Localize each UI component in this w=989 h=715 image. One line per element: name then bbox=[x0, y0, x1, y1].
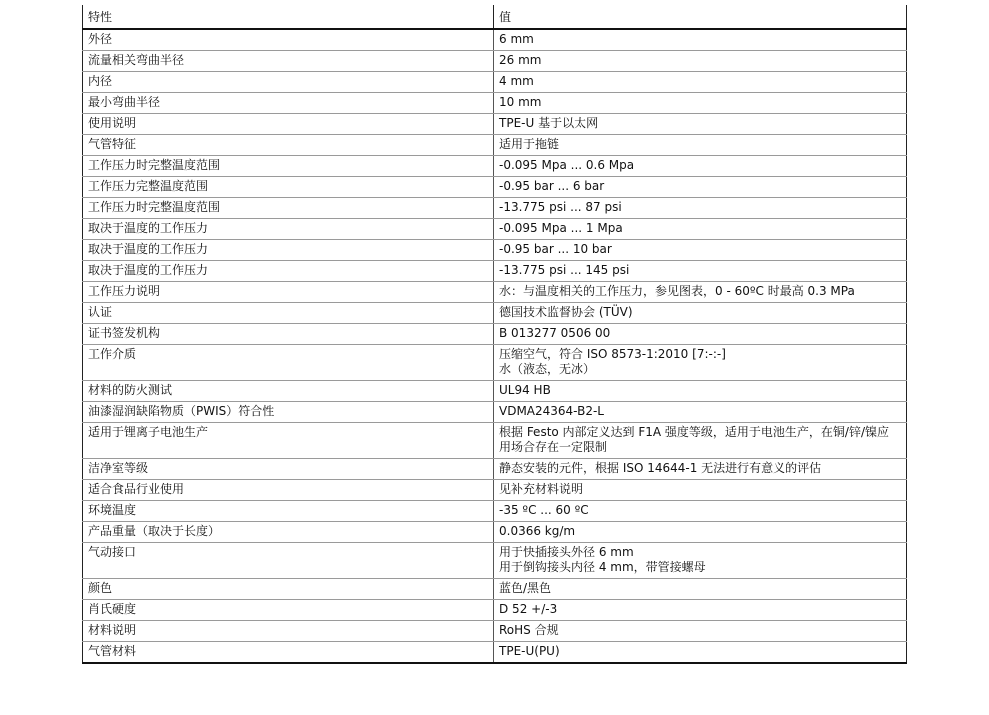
header-property: 特性 bbox=[83, 5, 494, 29]
property-cell: 气管材料 bbox=[83, 642, 494, 664]
table-row bbox=[83, 51, 907, 72]
value-cell: 10 mm bbox=[494, 93, 907, 114]
value-cell: 26 mm bbox=[494, 51, 907, 72]
value-cell: B 013277 0506 00 bbox=[494, 324, 907, 345]
value-cell: VDMA24364-B2-L bbox=[494, 402, 907, 423]
value-cell: 水：与温度相关的工作压力，参见图表，0 - 60ºC 时最高 0.3 MPa bbox=[494, 282, 907, 303]
table-row bbox=[83, 282, 907, 303]
table-row bbox=[83, 543, 907, 579]
property-cell: 取决于温度的工作压力 bbox=[83, 219, 494, 240]
value-cell: 压缩空气，符合 ISO 8573-1:2010 [7:-:-] 水（液态，无冰） bbox=[494, 345, 907, 381]
property-cell: 工作压力时完整温度范围 bbox=[83, 156, 494, 177]
property-cell: 取决于温度的工作压力 bbox=[83, 261, 494, 282]
property-cell: 产品重量（取决于长度） bbox=[83, 522, 494, 543]
value-cell: 静态安装的元件，根据 ISO 14644-1 无法进行有意义的评估 bbox=[494, 459, 907, 480]
property-cell: 洁净室等级 bbox=[83, 459, 494, 480]
table-row bbox=[83, 198, 907, 219]
table-row bbox=[83, 522, 907, 543]
property-cell: 材料的防火测试 bbox=[83, 381, 494, 402]
table-row bbox=[83, 459, 907, 480]
table-row bbox=[83, 240, 907, 261]
property-cell: 工作压力时完整温度范围 bbox=[83, 198, 494, 219]
table-row bbox=[83, 381, 907, 402]
property-cell: 适用于锂离子电池生产 bbox=[83, 423, 494, 459]
table-row bbox=[83, 303, 907, 324]
value-cell: -0.95 bar ... 6 bar bbox=[494, 177, 907, 198]
value-cell: -0.95 bar ... 10 bar bbox=[494, 240, 907, 261]
table-row bbox=[83, 29, 907, 51]
value-cell: -13.775 psi ... 87 psi bbox=[494, 198, 907, 219]
table-row bbox=[83, 93, 907, 114]
table-row bbox=[83, 480, 907, 501]
value-cell: 0.0366 kg/m bbox=[494, 522, 907, 543]
property-cell: 最小弯曲半径 bbox=[83, 93, 494, 114]
table-row bbox=[83, 324, 907, 345]
table-row bbox=[83, 501, 907, 522]
table-row bbox=[83, 402, 907, 423]
value-cell: -13.775 psi ... 145 psi bbox=[494, 261, 907, 282]
table-row bbox=[83, 135, 907, 156]
table-row bbox=[83, 114, 907, 135]
property-cell: 工作压力说明 bbox=[83, 282, 494, 303]
table-row bbox=[83, 261, 907, 282]
property-cell: 使用说明 bbox=[83, 114, 494, 135]
property-cell: 气管特征 bbox=[83, 135, 494, 156]
table-row bbox=[83, 600, 907, 621]
value-cell: TPE-U(PU) bbox=[494, 642, 907, 664]
table-row bbox=[83, 345, 907, 381]
property-cell: 颜色 bbox=[83, 579, 494, 600]
value-cell: 6 mm bbox=[494, 29, 907, 51]
table-row bbox=[83, 579, 907, 600]
value-cell: 见补充材料说明 bbox=[494, 480, 907, 501]
property-cell: 肖氏硬度 bbox=[83, 600, 494, 621]
table-row bbox=[83, 156, 907, 177]
table-row bbox=[83, 72, 907, 93]
value-cell: -0.095 Mpa ... 0.6 Mpa bbox=[494, 156, 907, 177]
value-cell: 蓝色/黑色 bbox=[494, 579, 907, 600]
value-cell: -0.095 Mpa ... 1 Mpa bbox=[494, 219, 907, 240]
property-cell: 环境温度 bbox=[83, 501, 494, 522]
value-cell: 根据 Festo 内部定义达到 F1A 强度等级，适用于电池生产，在铜/锌/镍应用场合存在一定限制 bbox=[494, 423, 907, 459]
header-value: 值 bbox=[494, 5, 907, 29]
table-header-row bbox=[83, 5, 907, 29]
table-row bbox=[83, 177, 907, 198]
table-row bbox=[83, 621, 907, 642]
value-cell: -35 ºC ... 60 ºC bbox=[494, 501, 907, 522]
value-cell: 4 mm bbox=[494, 72, 907, 93]
property-cell: 内径 bbox=[83, 72, 494, 93]
property-cell: 适合食品行业使用 bbox=[83, 480, 494, 501]
value-cell: RoHS 合规 bbox=[494, 621, 907, 642]
table-row bbox=[83, 642, 907, 664]
property-cell: 认证 bbox=[83, 303, 494, 324]
table-body bbox=[83, 29, 907, 663]
value-cell: 德国技术监督协会 (TÜV) bbox=[494, 303, 907, 324]
table-row bbox=[83, 423, 907, 459]
property-cell: 材料说明 bbox=[83, 621, 494, 642]
property-cell: 外径 bbox=[83, 29, 494, 51]
spec-table bbox=[82, 5, 907, 664]
property-cell: 工作介质 bbox=[83, 345, 494, 381]
value-cell: TPE-U 基于以太网 bbox=[494, 114, 907, 135]
property-cell: 流量相关弯曲半径 bbox=[83, 51, 494, 72]
property-cell: 油漆湿润缺陷物质（PWIS）符合性 bbox=[83, 402, 494, 423]
value-cell: 用于快插接头外径 6 mm 用于倒钩接头内径 4 mm，带管接螺母 bbox=[494, 543, 907, 579]
property-cell: 取决于温度的工作压力 bbox=[83, 240, 494, 261]
property-cell: 证书签发机构 bbox=[83, 324, 494, 345]
value-cell: 适用于拖链 bbox=[494, 135, 907, 156]
property-cell: 气动接口 bbox=[83, 543, 494, 579]
value-cell: D 52 +/-3 bbox=[494, 600, 907, 621]
table-row bbox=[83, 219, 907, 240]
property-cell: 工作压力完整温度范围 bbox=[83, 177, 494, 198]
value-cell: UL94 HB bbox=[494, 381, 907, 402]
spec-sheet bbox=[82, 5, 906, 664]
